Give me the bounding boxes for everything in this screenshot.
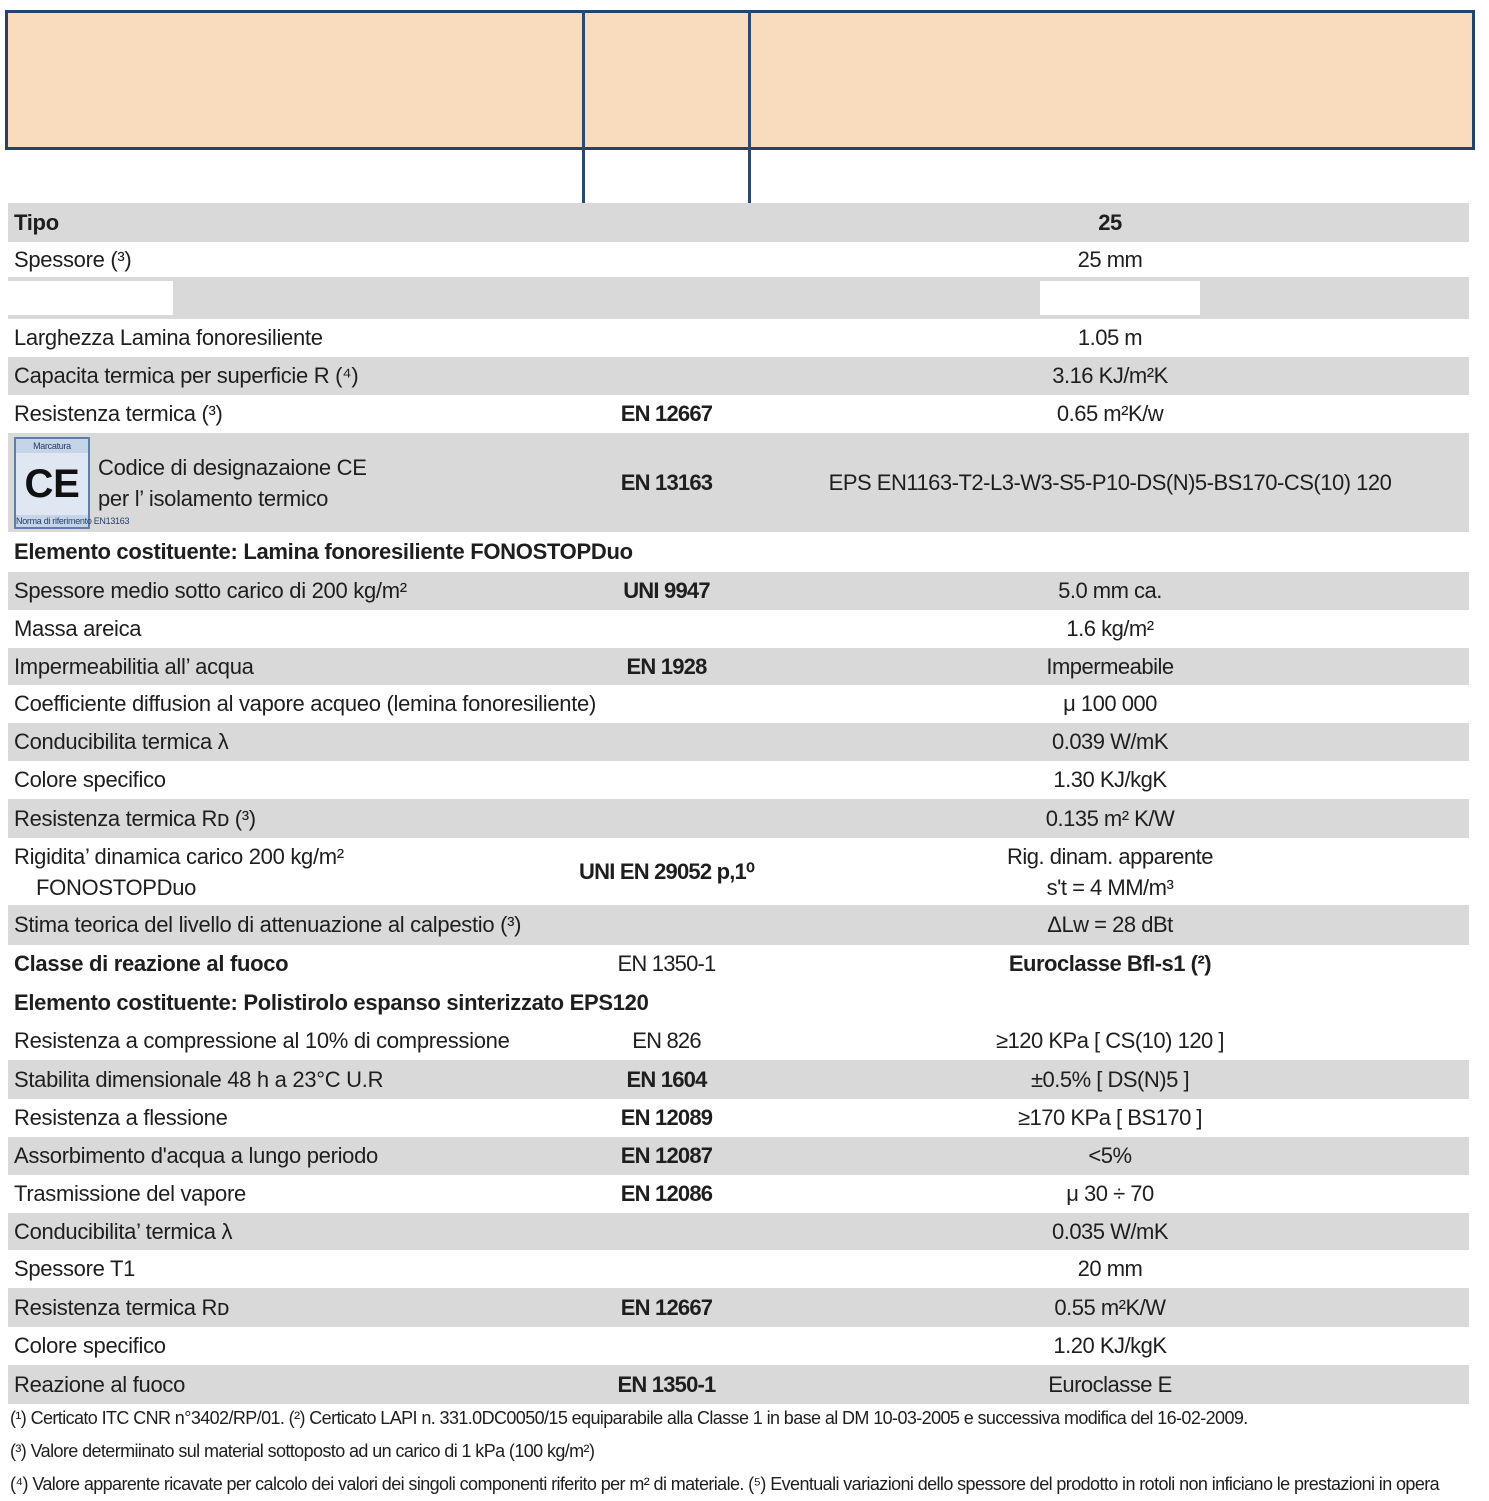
table-row-reazione [8,1365,1469,1405]
table-row-conduc1 [8,723,1469,762]
row-value: 1.6 kg/m² [1066,616,1154,641]
row-norm [585,905,748,945]
row-label: Larghezza Lamina fonoresiliente [14,325,323,350]
row-norm [585,1213,748,1250]
row-value: μ 100 000 [1063,691,1157,716]
row-label: Conducibilita’ termica λ [14,1218,233,1244]
row-value: Rig. dinam. apparente s't = 4 MM/m³ [1007,843,1213,900]
row-norm [585,611,748,647]
row-value: ±0.5% [ DS(N)5 ] [1030,1066,1190,1092]
table-row-sez2 [8,983,1469,1023]
row-value: 5.0 mm ca. [1058,578,1162,603]
row-norm [585,983,748,1022]
row-norm [585,533,748,571]
table-row-ce [8,433,1469,533]
table-row-stima [8,905,1469,946]
table-row-sez1 [8,533,1469,572]
row-label [14,433,574,532]
header-band [5,10,1475,150]
table-row-assorb [8,1137,1469,1176]
row-value: 1.20 KJ/kgK [1053,1333,1167,1358]
row-label: Rigidita’ dinamica carico 200 kg/m² FONOSTOPDuo [14,843,344,900]
row-norm: EN 12667 [620,401,713,426]
row-label: Resistenza a compressione al 10% di compressione [14,1028,510,1053]
row-norm: EN 1604 [626,1066,707,1092]
row-norm: EN 13163 [620,469,713,495]
table-row-compress [8,1023,1469,1060]
table-row-tipo [8,203,1469,243]
table-row-colore1 [8,762,1469,799]
row-value: 1.30 KJ/kgK [1053,767,1167,792]
row-norm: EN 1350-1 [617,951,716,976]
table-row-larghezza [8,320,1469,357]
footnote-1: (¹) Certicato ITC CNR n°3402/RP/01. (²) Certicato LAPI n. 331.0DC0050/15 equiparabile alla Classe 1 in base al DM 10-03-2005 e successiva modifica del 16-02-2009. [10,1408,1248,1428]
row-norm [585,762,748,798]
row-label: Trasmissione del vapore [14,1181,246,1206]
row-value: 0.65 m²K/w [1056,401,1164,426]
row-label: Impermeabilitia all’ acqua [14,653,254,679]
ce-mark-icon: Marcatura CE Norma di riferimento EN13163 [14,437,90,529]
row-value: 0.55 m²K/W [1054,1294,1166,1320]
row-value: Impermeabile [1046,653,1174,679]
row-norm [585,243,748,276]
row-norm [585,686,748,722]
table-row-capacita [8,357,1469,396]
table-row-flessione [8,1100,1469,1137]
row-value: ≥170 KPa [ BS170 ] [1017,1105,1203,1130]
row-norm: EN 1350-1 [617,1371,716,1397]
row-value: 25 mm [1077,246,1143,272]
table-row-stabilita [8,1060,1469,1100]
row-label: Resistenza termica (³) [14,401,223,426]
table-row-coeff [8,686,1469,723]
row-label: Assorbimento d'acqua a lungo periodo [14,1143,378,1168]
footnotes [10,1402,1475,1501]
row-norm: EN 12087 [620,1143,713,1168]
row-label: Elemento costituente: Polistirolo espanso sinterizzato EPS120 [14,989,649,1015]
row-label: Coefficiente diffusion al vapore acqueo (lemina fonoresiliente) [14,691,596,716]
row-norm [585,1251,748,1287]
table-row-blank [8,277,1469,320]
row-value: 3.16 KJ/m²K [1052,363,1168,388]
row-value: μ 30 ÷ 70 [1066,1181,1154,1206]
row-value: 1.05 m [1077,325,1143,350]
row-value: ΔLw = 28 dBt [1047,912,1173,937]
row-norm [585,277,748,319]
table-row-colore2 [8,1328,1469,1365]
table-row-conduc2 [8,1213,1469,1251]
row-norm: EN 826 [632,1028,701,1053]
table-row-trasm [8,1176,1469,1213]
row-label: Spessore medio sotto carico di 200 kg/m² [14,578,407,603]
row-norm: UNI EN 29052 p,1⁰ [579,858,754,884]
row-label: Classe di reazione al fuoco [14,951,289,976]
row-norm [585,799,748,838]
table-row-classe [8,946,1469,983]
row-norm: EN 12086 [620,1181,713,1206]
row-label: Elemento costituente: Lamina fonoresiliente FONOSTOPDuo [14,539,633,564]
table-row-spessore [8,243,1469,277]
footnote-3: (⁴) Valore apparente ricavate per calcolo dei valori dei singoli componenti riferito per m² di materiale. (⁵) Eventuali variazioni dello spessore del prodotto in rotoli non inficiano le prestazioni in opera [10,1474,1440,1494]
ce-label-text: Codice di designazaione CE per l’ isolamento termico [98,454,367,511]
table-row-resistenza1 [8,396,1469,433]
blank-cell [1040,281,1200,315]
spec-table [8,203,1469,1405]
row-label: Massa areica [14,616,142,641]
row-value: 0.039 W/mK [1051,729,1169,754]
row-norm [585,357,748,395]
row-value: 0.135 m² K/W [1045,805,1175,831]
row-value: Euroclasse E [1048,1371,1172,1397]
row-label: Stabilita dimensionale 48 h a 23°C U.R [14,1066,384,1092]
row-label: Colore specifico [14,1333,166,1358]
footnote-2: (³) Valore determiinato sul material sottoposto ad un carico di 1 kPa (100 kg/m²) [10,1441,595,1461]
row-norm [585,1328,748,1364]
row-label: Resistenza a flessione [14,1105,228,1130]
row-value: Euroclasse Bfl-s1 (²) [1008,951,1212,976]
row-norm: EN 1928 [626,653,707,679]
row-norm [585,320,748,356]
table-row-rigidita [8,839,1469,905]
row-label: Spessore (³) [14,246,132,272]
table-row-imperm [8,648,1469,686]
table-row-resist_rd1 [8,799,1469,839]
row-value: 0.035 W/mK [1051,1218,1169,1244]
row-label: Tipo [14,209,59,235]
table-row-spessore_t1 [8,1251,1469,1288]
row-label: Resistenza termica Rᴅ [14,1294,229,1320]
row-value: 25 [1098,209,1122,235]
row-value: ≥120 KPa [ CS(10) 120 ] [995,1028,1225,1053]
row-label: Reazione al fuoco [14,1371,186,1397]
row-value [751,983,1469,1022]
row-norm [585,723,748,761]
row-label: Resistenza termica Rᴅ (³) [14,805,256,831]
row-label: Stima teorica del livello di attenuazione al calpestio (³) [14,912,522,937]
row-norm: UNI 9947 [623,578,710,603]
row-value: EPS EN1163-T2-L3-W3-S5-P10-DS(N)5-BS170-CS(10) 120 [828,469,1392,495]
row-label: Spessore T1 [14,1256,136,1281]
row-value: <5% [1088,1143,1132,1168]
row-norm: EN 12667 [620,1294,713,1320]
row-label: Conducibilita termica λ [14,729,229,754]
row-norm [585,203,748,242]
blank-cell [8,281,173,315]
row-label: Capacita termica per superficie R (⁴) [14,363,359,388]
row-value: 20 mm [1077,1256,1143,1281]
table-row-resist_rd2 [8,1288,1469,1328]
table-row-massa [8,611,1469,648]
table-row-spessore_medio [8,572,1469,611]
row-norm: EN 12089 [620,1105,713,1130]
row-label: Colore specifico [14,767,166,792]
row-value [751,533,1469,571]
